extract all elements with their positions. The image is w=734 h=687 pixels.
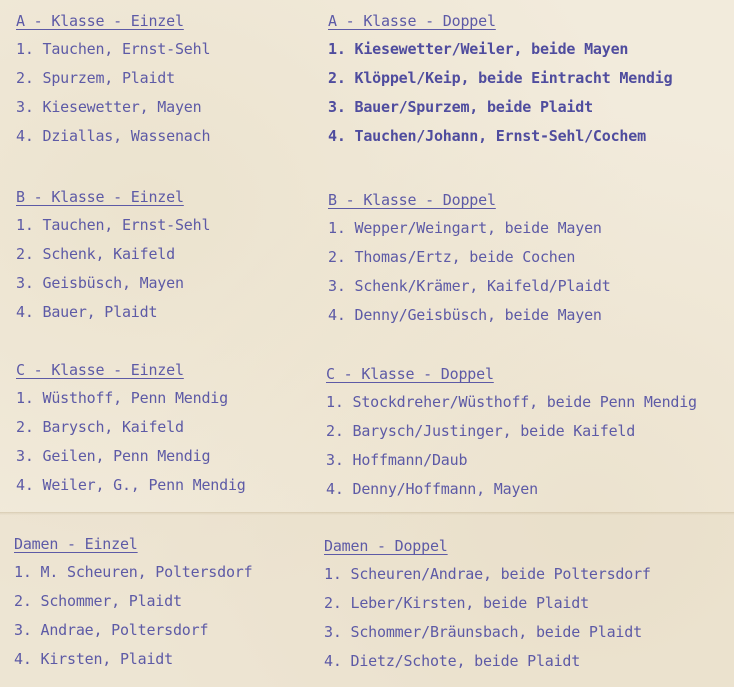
result-entry: 4. Kirsten, Plaidt bbox=[14, 650, 173, 668]
result-entry: 1. Tauchen, Ernst-Sehl bbox=[16, 216, 211, 234]
result-entry: 1. Stockdreher/Wüsthoff, beide Penn Mendig bbox=[326, 393, 697, 411]
section-heading: B - Klasse - Einzel bbox=[16, 188, 184, 206]
result-entry: 2. Thomas/Ertz, beide Cochen bbox=[328, 248, 576, 266]
result-entry: 3. Bauer/Spurzem, beide Plaidt bbox=[328, 98, 593, 116]
paper-fold-line bbox=[0, 512, 734, 515]
result-entry: 4. Dietz/Schote, beide Plaidt bbox=[324, 652, 581, 670]
result-entry: 1. Scheuren/Andrae, beide Poltersdorf bbox=[324, 565, 651, 583]
result-entry: 2. Spurzem, Plaidt bbox=[16, 69, 175, 87]
section-heading: A - Klasse - Doppel bbox=[328, 12, 496, 30]
result-entry: 1. Kiesewetter/Weiler, beide Mayen bbox=[328, 40, 629, 58]
result-entry: 3. Geisbüsch, Mayen bbox=[16, 274, 184, 292]
result-entry: 2. Schenk, Kaifeld bbox=[16, 245, 175, 263]
result-entry: 4. Weiler, G., Penn Mendig bbox=[16, 476, 246, 494]
result-entry: 2. Barysch, Kaifeld bbox=[16, 418, 184, 436]
section-heading: C - Klasse - Einzel bbox=[16, 361, 184, 379]
result-entry: 3. Hoffmann/Daub bbox=[326, 451, 468, 469]
result-entry: 2. Schommer, Plaidt bbox=[14, 592, 182, 610]
result-entry: 3. Kiesewetter, Mayen bbox=[16, 98, 202, 116]
result-entry: 4. Tauchen/Johann, Ernst-Sehl/Cochem bbox=[328, 127, 646, 145]
result-entry: 1. Wepper/Weingart, beide Mayen bbox=[328, 219, 602, 237]
section-heading: A - Klasse - Einzel bbox=[16, 12, 184, 30]
section-heading: B - Klasse - Doppel bbox=[328, 191, 496, 209]
result-entry: 2. Klöppel/Keip, beide Eintracht Mendig bbox=[328, 69, 673, 87]
section-heading: Damen - Einzel bbox=[14, 535, 138, 553]
result-entry: 1. M. Scheuren, Poltersdorf bbox=[14, 563, 253, 581]
result-entry: 3. Geilen, Penn Mendig bbox=[16, 447, 211, 465]
result-entry: 2. Barysch/Justinger, beide Kaifeld bbox=[326, 422, 636, 440]
result-entry: 4. Denny/Hoffmann, Mayen bbox=[326, 480, 538, 498]
result-entry: 1. Tauchen, Ernst-Sehl bbox=[16, 40, 211, 58]
result-entry: 4. Denny/Geisbüsch, beide Mayen bbox=[328, 306, 602, 324]
result-entry: 4. Dziallas, Wassenach bbox=[16, 127, 211, 145]
result-entry: 3. Schommer/Bräunsbach, beide Plaidt bbox=[324, 623, 642, 641]
section-heading: Damen - Doppel bbox=[324, 537, 448, 555]
result-entry: 1. Wüsthoff, Penn Mendig bbox=[16, 389, 228, 407]
result-entry: 2. Leber/Kirsten, beide Plaidt bbox=[324, 594, 589, 612]
result-entry: 4. Bauer, Plaidt bbox=[16, 303, 158, 321]
result-entry: 3. Schenk/Krämer, Kaifeld/Plaidt bbox=[328, 277, 611, 295]
result-entry: 3. Andrae, Poltersdorf bbox=[14, 621, 209, 639]
section-heading: C - Klasse - Doppel bbox=[326, 365, 494, 383]
